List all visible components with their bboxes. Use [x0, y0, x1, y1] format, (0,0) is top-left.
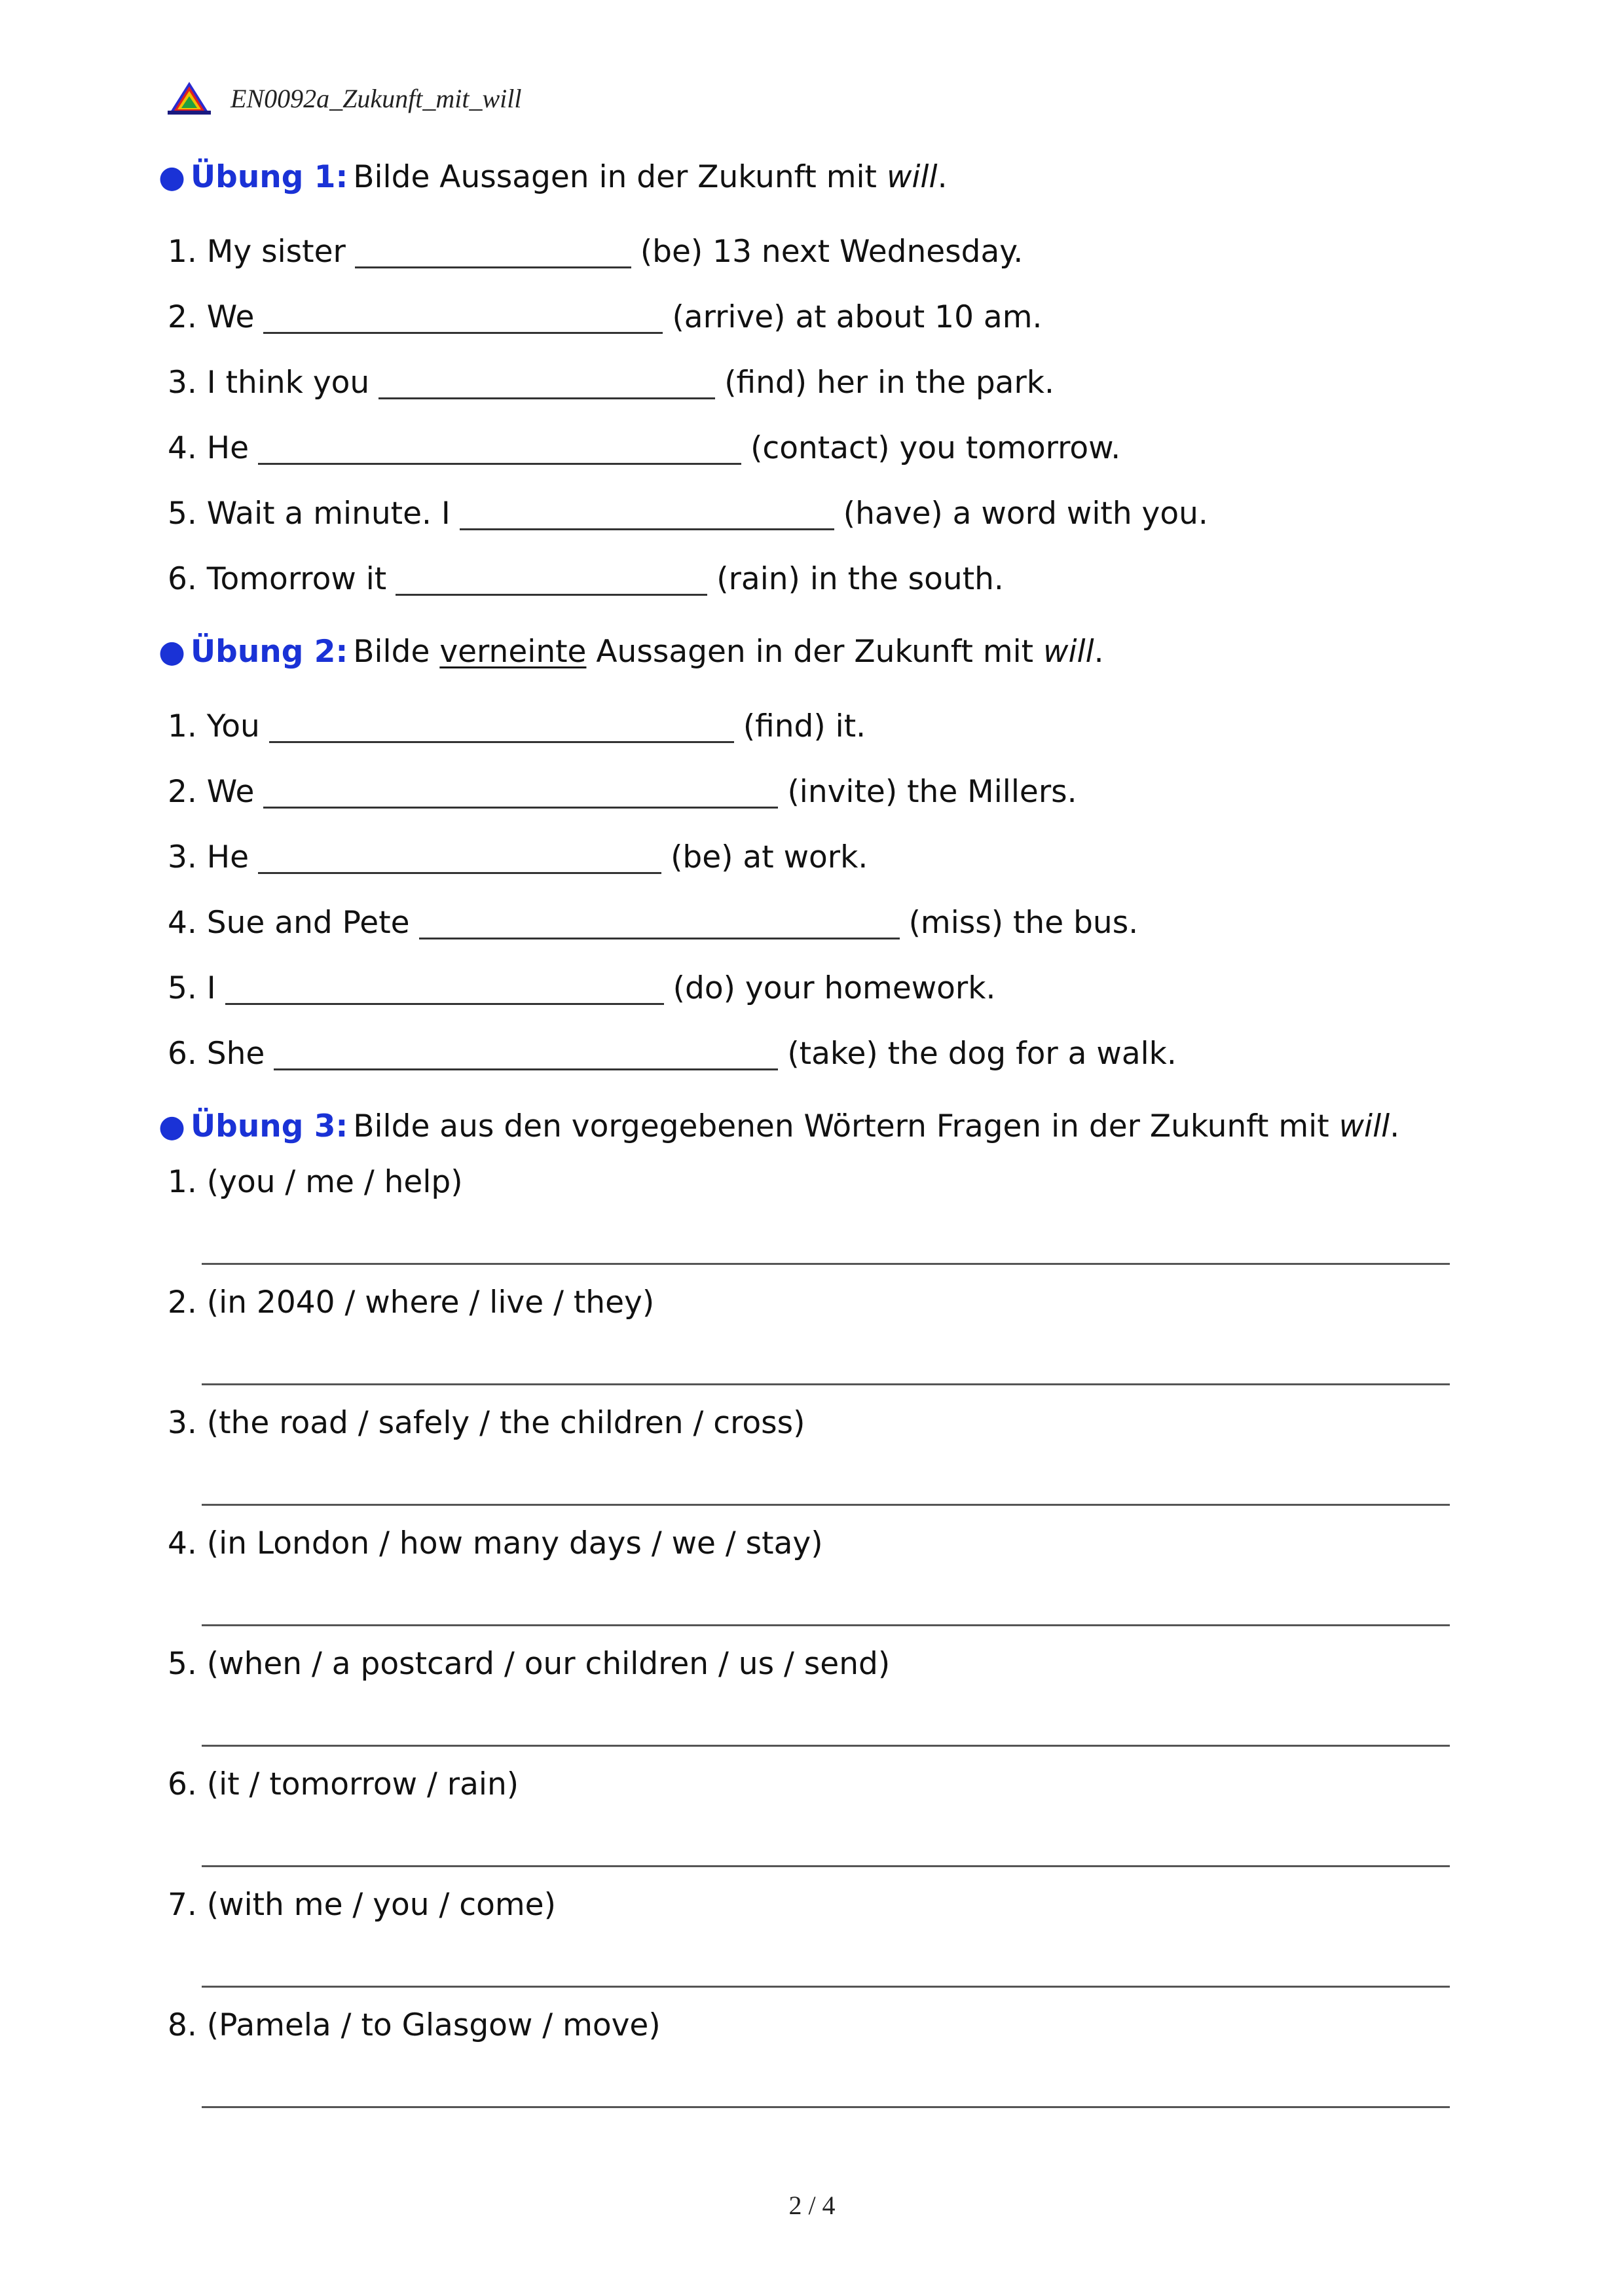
answer-line[interactable]	[202, 1624, 1450, 1626]
answer-line[interactable]	[202, 1865, 1450, 1867]
bullet-icon: ●	[158, 634, 186, 670]
ex3-item-8: 8. (Pamela / to Glasgow / move)	[168, 2007, 661, 2043]
exercise-instruction: Bilde verneinte Aussagen in der Zukunft mit will.	[353, 634, 1104, 670]
ex3-item-2: 2. (in 2040 / where / live / they)	[168, 1285, 655, 1321]
fill-in-blank[interactable]	[419, 909, 900, 939]
answer-line[interactable]	[202, 1986, 1450, 1988]
ex3-item-1: 1. (you / me / help)	[168, 1164, 463, 1200]
exercise-3-heading	[158, 1108, 1400, 1144]
ex1-item-5: 5. Wait a minute. I (have) a word with you.	[168, 496, 1208, 532]
fill-in-blank[interactable]	[460, 500, 834, 530]
document-header	[168, 72, 521, 124]
exercise-label: Übung 2:	[191, 634, 348, 670]
fill-in-blank[interactable]	[355, 238, 631, 268]
bullet-icon: ●	[158, 1108, 186, 1144]
ex3-item-3: 3. (the road / safely / the children / cross)	[168, 1405, 805, 1441]
ex1-item-1: 1. My sister (be) 13 next Wednesday.	[168, 234, 1024, 270]
ex2-item-5: 5. I (do) your homework.	[168, 970, 996, 1006]
exercise-label: Übung 1:	[191, 159, 348, 195]
answer-line[interactable]	[202, 1383, 1450, 1385]
exercise-label: Übung 3:	[191, 1108, 348, 1144]
ex1-item-3: 3. I think you (find) her in the park.	[168, 365, 1054, 401]
exercise-instruction: Bilde Aussagen in der Zukunft mit will.	[353, 159, 948, 195]
exercise-2-heading	[158, 634, 1104, 670]
ex2-item-1: 1. You (find) it.	[168, 708, 866, 744]
exercise-instruction: Bilde aus den vorgegebenen Wörtern Fragen in der Zukunft mit will.	[353, 1108, 1400, 1144]
ex2-item-6: 6. She (take) the dog for a walk.	[168, 1036, 1177, 1072]
answer-line[interactable]	[202, 1745, 1450, 1747]
answer-line[interactable]	[202, 1504, 1450, 1506]
fill-in-blank[interactable]	[263, 778, 778, 809]
page-number: 2 / 4	[788, 2191, 836, 2220]
ex1-item-6: 6. Tomorrow it (rain) in the south.	[168, 561, 1004, 597]
fill-in-blank[interactable]	[263, 303, 663, 334]
fill-in-blank[interactable]	[396, 565, 707, 596]
ex1-item-2: 2. We (arrive) at about 10 am.	[168, 299, 1043, 335]
ex2-item-4: 4. Sue and Pete (miss) the bus.	[168, 905, 1139, 941]
ex1-item-4: 4. He (contact) you tomorrow.	[168, 430, 1121, 466]
answer-line[interactable]	[202, 1263, 1450, 1265]
exercise-1-heading	[158, 159, 948, 195]
ex2-item-3: 3. He (be) at work.	[168, 839, 868, 875]
ex3-item-7: 7. (with me / you / come)	[168, 1887, 556, 1923]
ex3-item-5: 5. (when / a postcard / our children / us / send)	[168, 1646, 891, 1682]
ex3-item-6: 6. (it / tomorrow / rain)	[168, 1766, 519, 1802]
bullet-icon: ●	[158, 159, 186, 195]
rainbow-mountain-logo-icon	[168, 81, 211, 116]
ex2-item-2: 2. We (invite) the Millers.	[168, 774, 1077, 810]
document-id: EN0092a_Zukunft_mit_will	[231, 83, 522, 113]
fill-in-blank[interactable]	[274, 1040, 778, 1070]
fill-in-blank[interactable]	[378, 369, 715, 399]
fill-in-blank[interactable]	[258, 434, 741, 465]
fill-in-blank[interactable]	[225, 974, 664, 1005]
fill-in-blank[interactable]	[258, 843, 661, 874]
answer-line[interactable]	[202, 2106, 1450, 2108]
fill-in-blank[interactable]	[269, 712, 734, 743]
ex3-item-4: 4. (in London / how many days / we / stay)	[168, 1525, 823, 1561]
